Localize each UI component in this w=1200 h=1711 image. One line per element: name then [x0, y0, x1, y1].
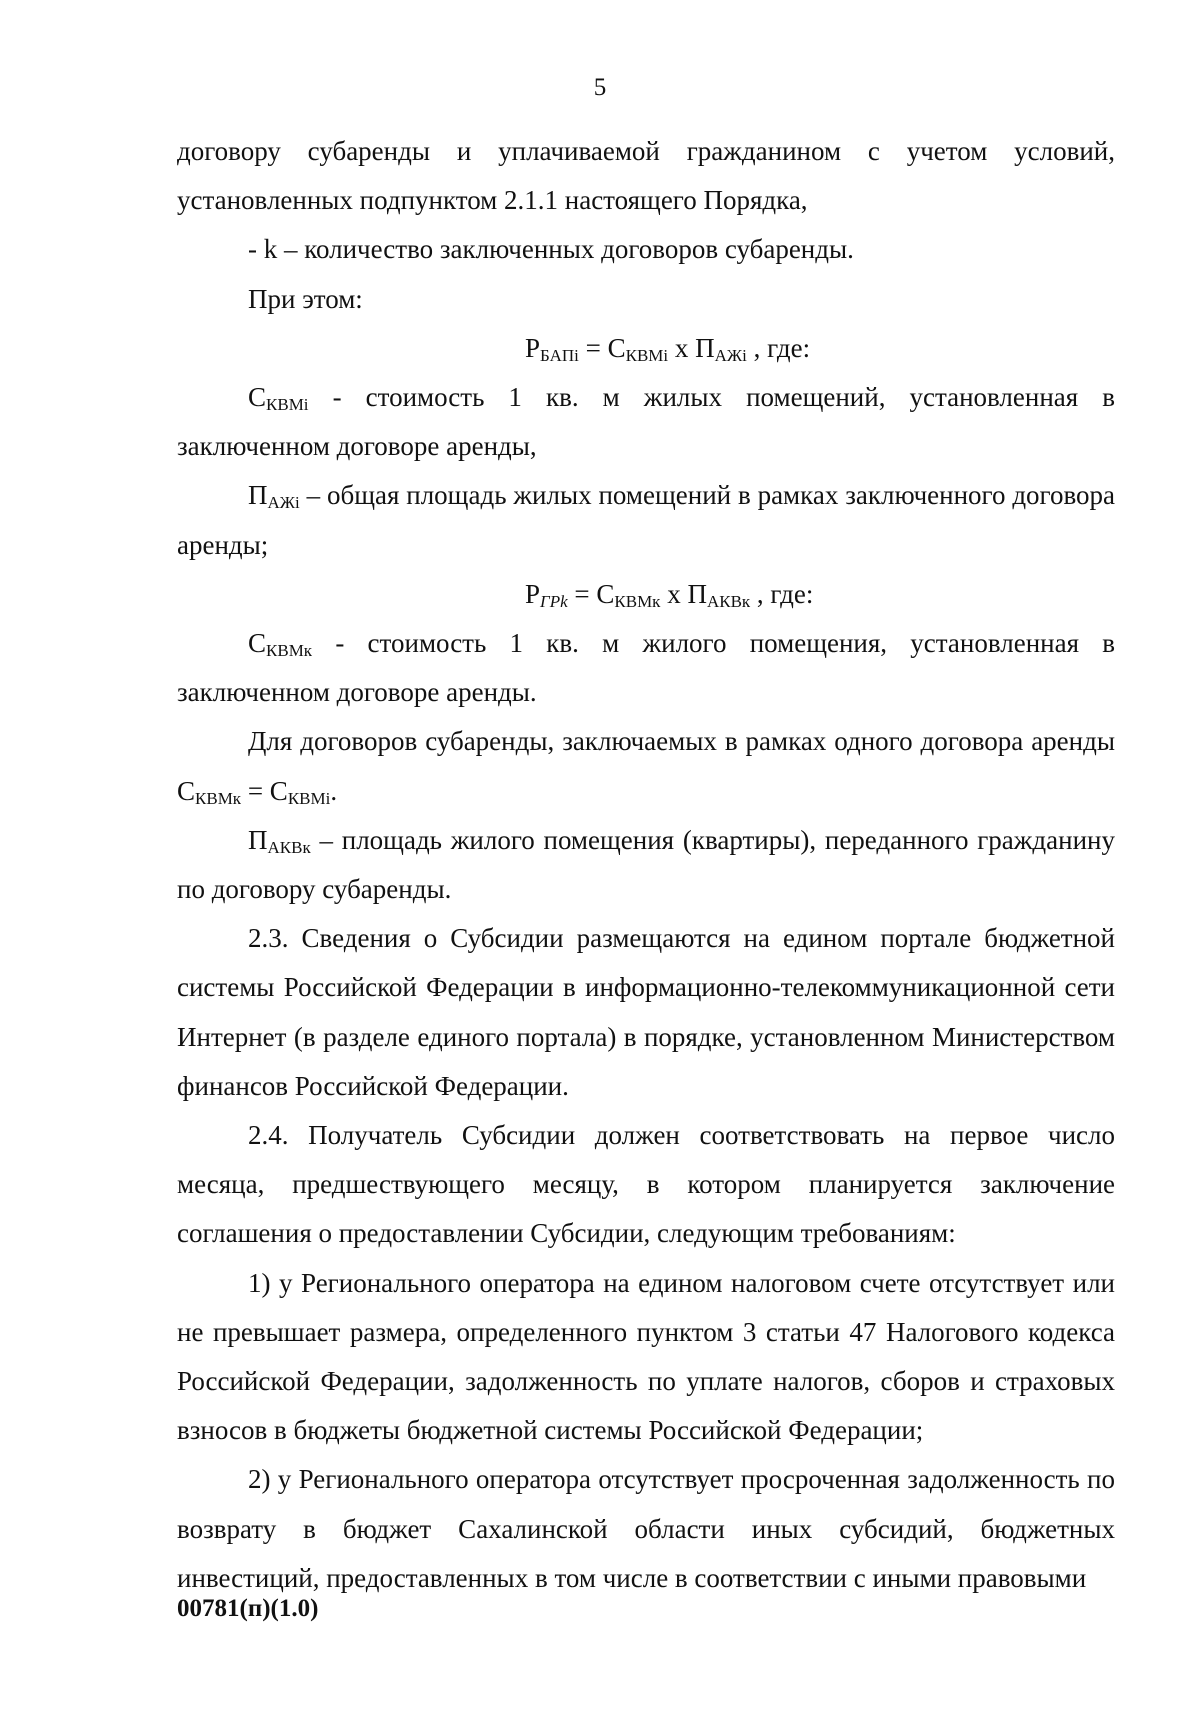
page-number: 5	[593, 74, 607, 101]
paragraph-skvmk-definition: $С_{КВМк}$ - стоимость 1 кв. м жилого помещения, установленная в заключенном договоре аренды.	[177, 628, 1115, 708]
paragraph-skvmi-definition: $С_{КВМi}$ - стоимость 1 кв. м жилых помещений, установленная в заключенном договоре аренды,	[177, 382, 1115, 462]
paragraph-requirement-2: 2) у Регионального оператора отсутствует просроченная задолженность по возврату в бюджет Сахалинской области иных субсидий, бюджетных инвестиций, предоставленных в том числе в соответствии с иными правовыми	[177, 1464, 1115, 1593]
formula-rbap: $Р_{БАПi} = С_{КВМi}$ х $П_{АЖi}$ , где:	[525, 332, 811, 365]
paragraph-subarenda-equality: Для договоров субаренды, заключаемых в рамках одного договора аренды $С_{КВМк} = С_{КВМi}$.	[177, 726, 1115, 808]
paragraph-requirement-1: 1) у Регионального оператора на едином налоговом счете отсутствует или не превышает размера, определенного пунктом 3 статьи 47 Налогового кодекса Российской Федерации, задолженность по уплате налогов, сборов и страховых взносов в бюджеты бюджетной системы Российской Федерации;	[177, 1267, 1115, 1446]
formula-rgrk: $Р_{ГРk} = С_{КВМк}$ х $П_{АКВк}$ , где:	[525, 578, 814, 611]
document-code: 00781(п)(1.0)	[177, 1595, 319, 1622]
paragraph-pakvk-definition: $П_{АКВк}$ – площадь жилого помещения (квартиры), переданного гражданину по договору субаренды.	[177, 824, 1115, 905]
paragraph-k-definition: - k – количество заключенных договоров субаренды.	[248, 234, 854, 265]
paragraph-2-3: 2.3. Сведения о Субсидии размещаются на едином портале бюджетной системы Российской Федерации в информационно-телекоммуникационной сети Интернет (в разделе единого портала) в порядке, установленном Министерством финансов Российской Федерации.	[177, 923, 1115, 1101]
paragraph-pri-etom: При этом:	[248, 283, 363, 314]
document-body	[177, 127, 1115, 1603]
paragraph-2-4: 2.4. Получатель Субсидии должен соответствовать на первое число месяца, предшествующего месяцу, в котором планируется заключение соглашения о предоставлении Субсидии, следующим требованиям:	[177, 1120, 1115, 1249]
paragraph-pazhi-definition: $П_{АЖi}$ – общая площадь жилых помещений в рамках заключенного договора аренды;	[177, 480, 1115, 560]
paragraph-continuation: договору субаренды и уплачиваемой гражданином с учетом условий, установленных подпунктом 2.1.1 настоящего Порядка,	[177, 136, 1115, 216]
